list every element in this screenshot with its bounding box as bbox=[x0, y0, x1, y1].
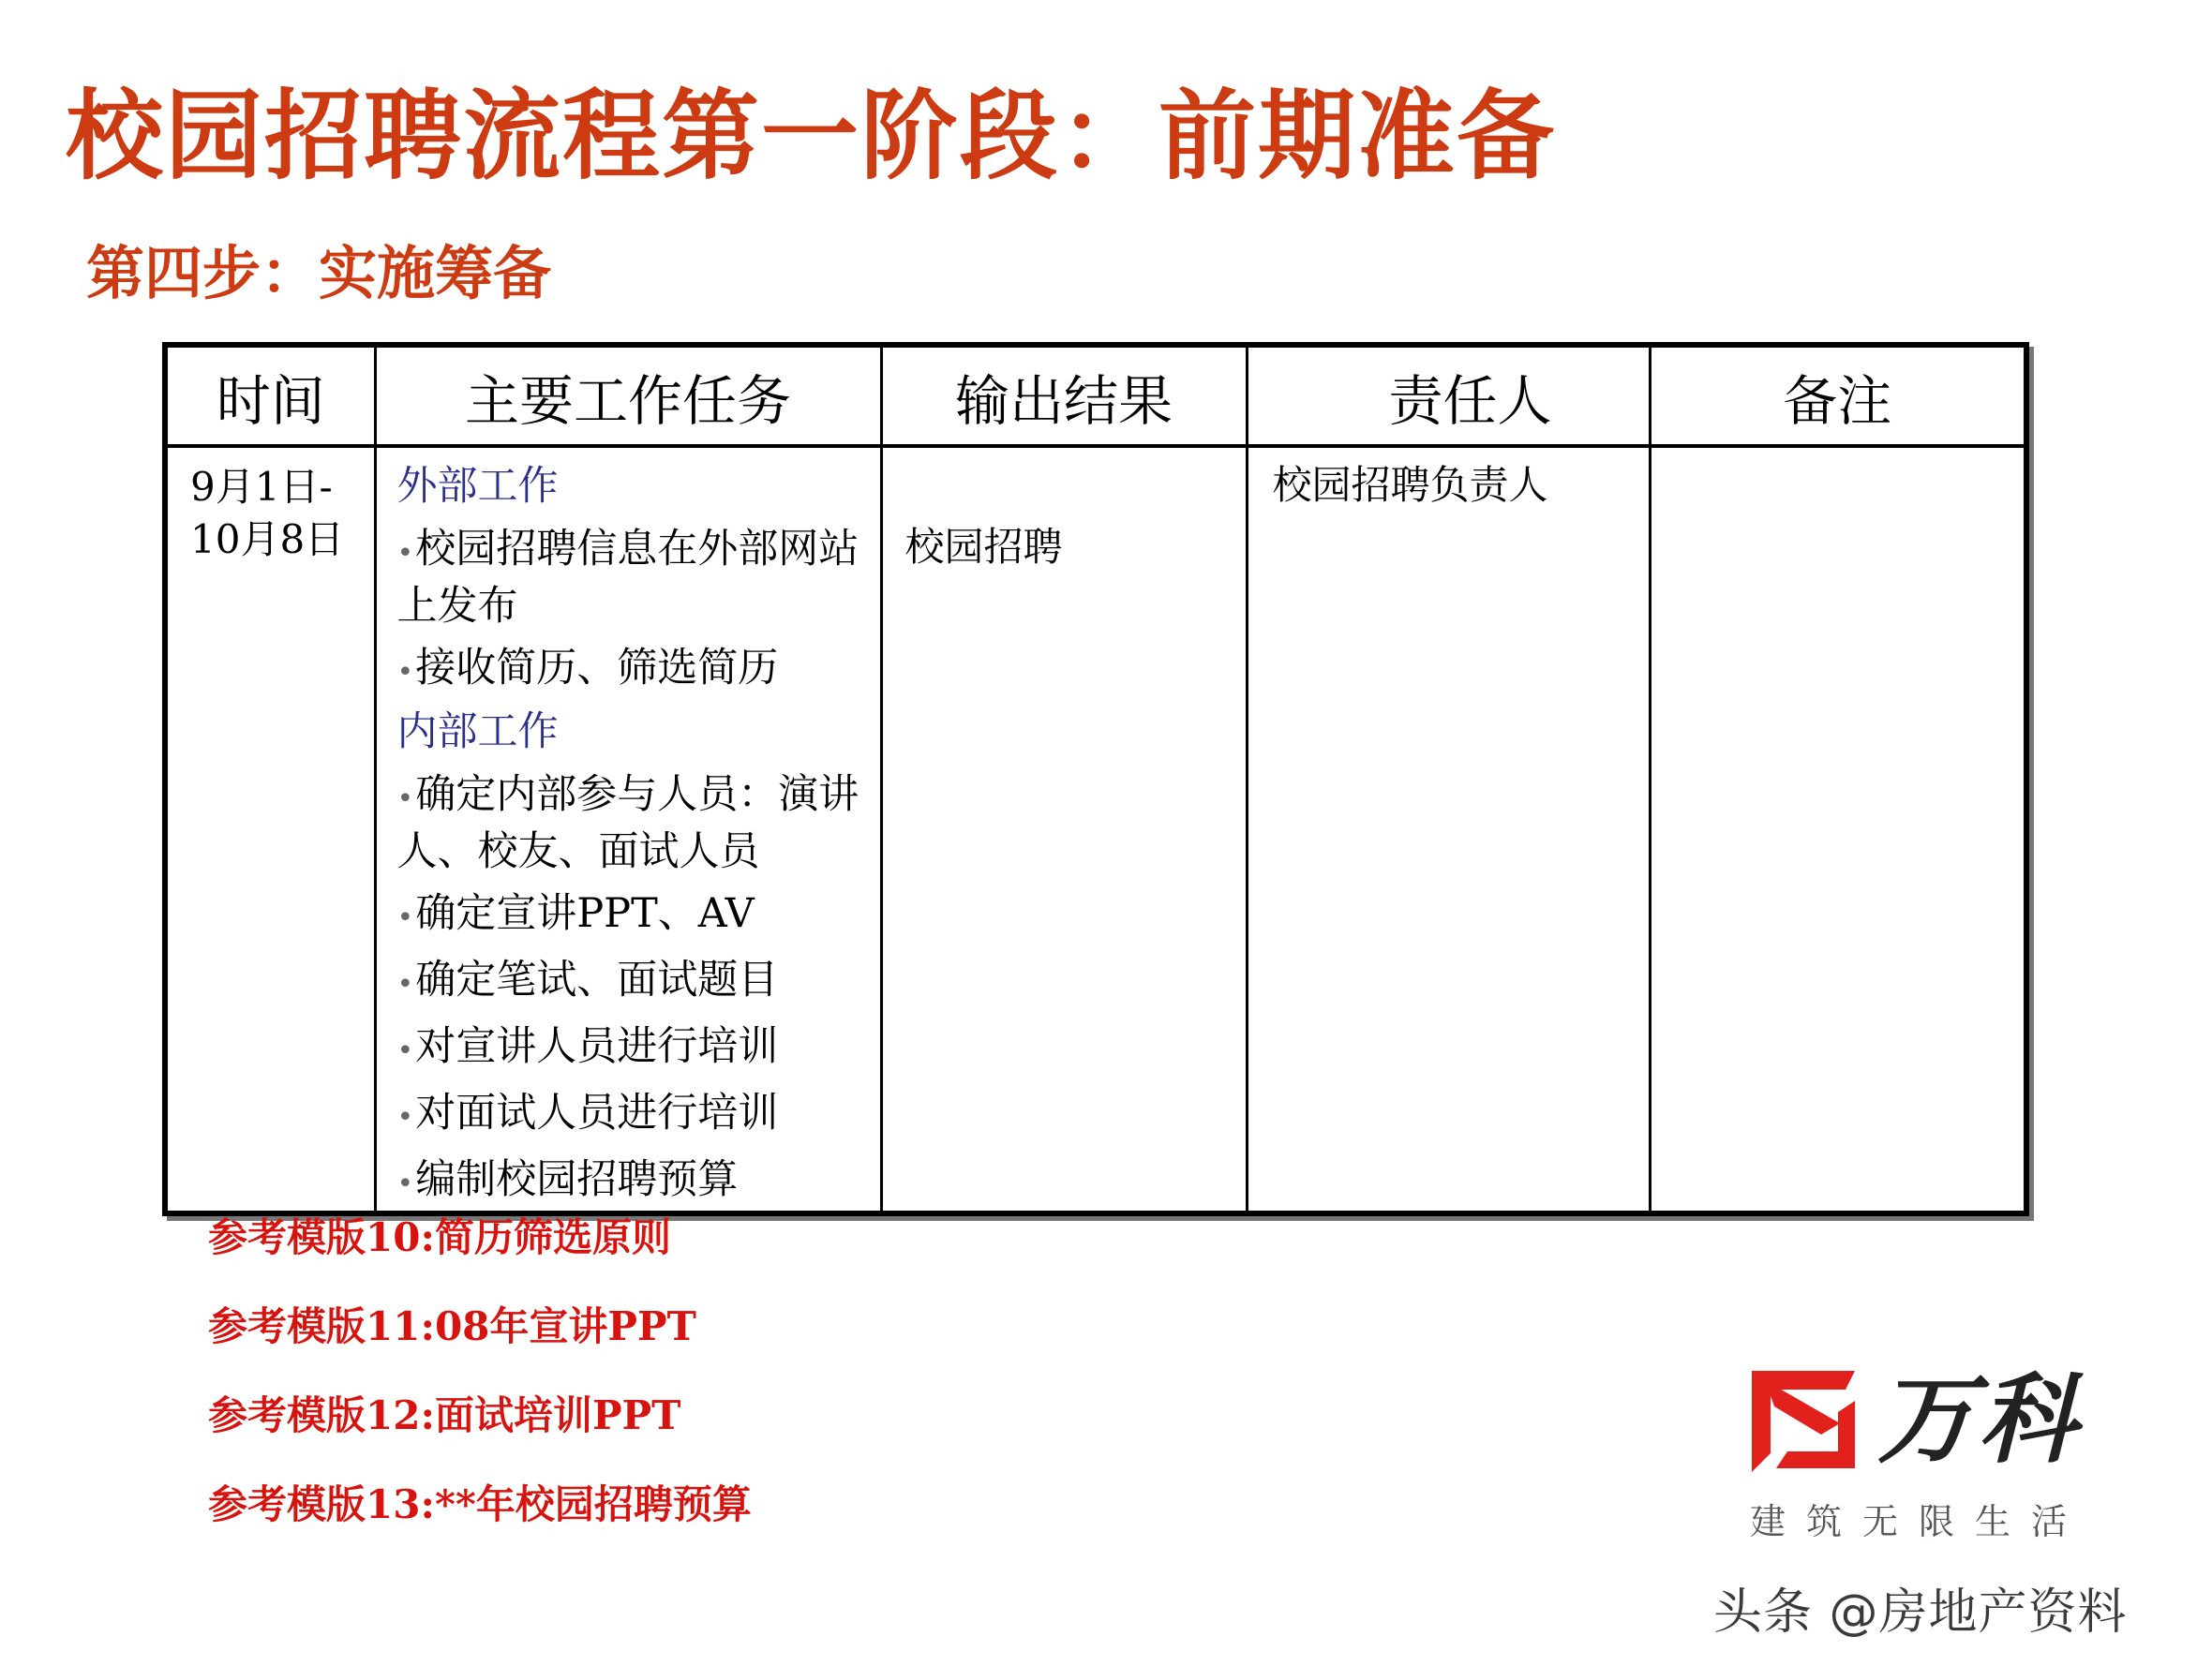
header-owner: 责任人 bbox=[1247, 345, 1650, 446]
task-item: •校园招聘信息在外部网站上发布 bbox=[396, 526, 859, 630]
header-remarks: 备注 bbox=[1650, 345, 2026, 446]
bullet-icon: • bbox=[396, 537, 414, 570]
table-header-row bbox=[165, 345, 2026, 446]
reference-list bbox=[208, 1209, 752, 1565]
header-time: 时间 bbox=[165, 345, 375, 446]
bullet-icon: • bbox=[396, 1034, 414, 1067]
watermark: 头条 @房地产资料 bbox=[1713, 1584, 2128, 1641]
task-item: •确定笔试、面试题目 bbox=[396, 957, 779, 1004]
time-end: 10月8日 bbox=[190, 516, 345, 562]
task-item: •接收简历、筛选简历 bbox=[396, 645, 779, 692]
page-title: 校园招聘流程第一阶段：前期准备 bbox=[66, 79, 1557, 193]
vanke-logo-icon bbox=[1748, 1363, 1859, 1476]
bullet-icon: • bbox=[396, 968, 414, 1001]
company-logo bbox=[1748, 1363, 2123, 1551]
header-tasks: 主要工作任务 bbox=[375, 345, 881, 446]
internal-work-heading: 内部工作 bbox=[396, 708, 559, 755]
table-row bbox=[165, 446, 2026, 1213]
remarks-cell bbox=[1650, 446, 2026, 1213]
time-start: 9月1日- bbox=[190, 464, 333, 510]
time-cell bbox=[165, 446, 375, 1213]
logo-name: 万科 bbox=[1877, 1362, 2081, 1477]
header-output: 输出结果 bbox=[881, 345, 1247, 446]
owner-cell: 校园招聘负责人 bbox=[1247, 446, 1650, 1213]
bullet-icon: • bbox=[396, 656, 414, 689]
task-item: •编制校园招聘预算 bbox=[396, 1156, 739, 1203]
bullet-icon: • bbox=[396, 782, 414, 815]
page-subtitle: 第四步：实施筹备 bbox=[86, 239, 552, 307]
external-work-heading: 外部工作 bbox=[396, 463, 559, 510]
bullet-icon: • bbox=[396, 1101, 414, 1134]
bullet-icon: • bbox=[396, 901, 414, 934]
preparation-table bbox=[162, 342, 2029, 1216]
reference-item: 参考模版13:**年校园招聘预算 bbox=[208, 1481, 752, 1527]
reference-item: 参考模版10:简历筛选原则 bbox=[208, 1214, 671, 1260]
reference-item: 参考模版12:面试培训PPT bbox=[208, 1392, 681, 1438]
reference-item: 参考模版11:08年宣讲PPT bbox=[208, 1303, 696, 1349]
tasks-cell bbox=[375, 446, 881, 1213]
output-cell: 校园招聘 bbox=[881, 446, 1247, 1213]
task-item: •对宣讲人员进行培训 bbox=[396, 1023, 779, 1070]
logo-slogan: 建筑无限生活 bbox=[1750, 1501, 2088, 1542]
bullet-icon: • bbox=[396, 1168, 414, 1200]
task-item: •对面试人员进行培训 bbox=[396, 1090, 779, 1137]
task-item: •确定内部参与人员：演讲人、校友、面试人员 bbox=[396, 771, 859, 875]
task-item: •确定宣讲PPT、AV bbox=[396, 890, 755, 937]
